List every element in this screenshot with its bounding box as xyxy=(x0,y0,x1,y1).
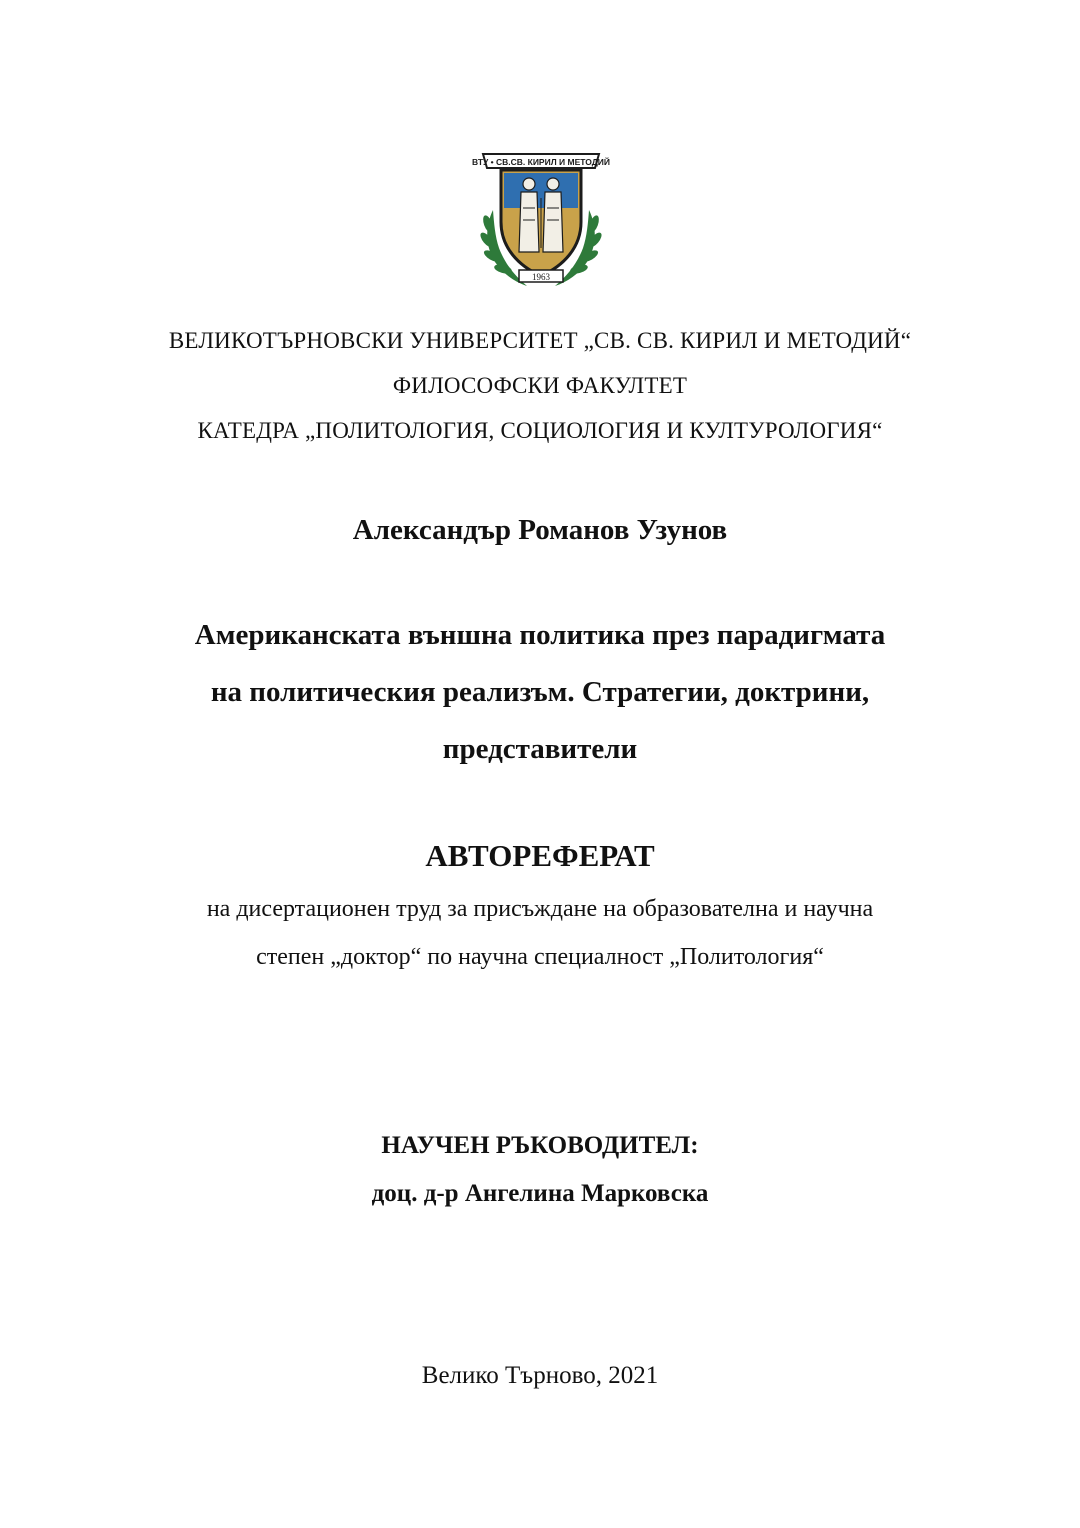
document-type-heading: АВТОРЕФЕРАТ xyxy=(425,838,655,873)
university-name: ВЕЛИКОТЪРНОВСКИ УНИВЕРСИТЕТ „СВ. СВ. КИРИЛ И МЕТОДИЙ“ xyxy=(168,328,912,353)
place-and-year: Велико Търново, 2021 xyxy=(421,1362,659,1389)
author-name: Александър Романов Узунов xyxy=(352,514,728,546)
purpose-line-1: на дисертационен труд за присъждане на образователна и научна xyxy=(206,896,874,922)
supervisor-name: доц. д-р Ангелина Марковска xyxy=(371,1180,709,1207)
dissertation-title-line-1: Американската външна политика през парадигмата xyxy=(194,619,886,651)
supervisor-label: НАУЧЕН РЪКОВОДИТЕЛ: xyxy=(381,1132,699,1159)
dissertation-title-line-2: на политическия реализъм. Стратегии, доктрини, xyxy=(210,676,870,708)
dissertation-title-line-3: представители xyxy=(442,733,638,765)
faculty-name: ФИЛОСОФСКИ ФАКУЛТЕТ xyxy=(392,373,688,398)
university-crest-icon xyxy=(471,148,611,294)
logo-ribbon-text: ВТУ • СВ.СВ. КИРИЛ И МЕТОДИЙ xyxy=(471,157,611,167)
logo-year-text: 1963 xyxy=(532,272,550,282)
department-name: КАТЕДРА „ПОЛИТОЛОГИЯ, СОЦИОЛОГИЯ И КУЛТУРОЛОГИЯ“ xyxy=(197,418,883,443)
purpose-line-2: степен „доктор“ по научна специалност „Политология“ xyxy=(256,944,824,970)
university-logo xyxy=(471,148,611,294)
